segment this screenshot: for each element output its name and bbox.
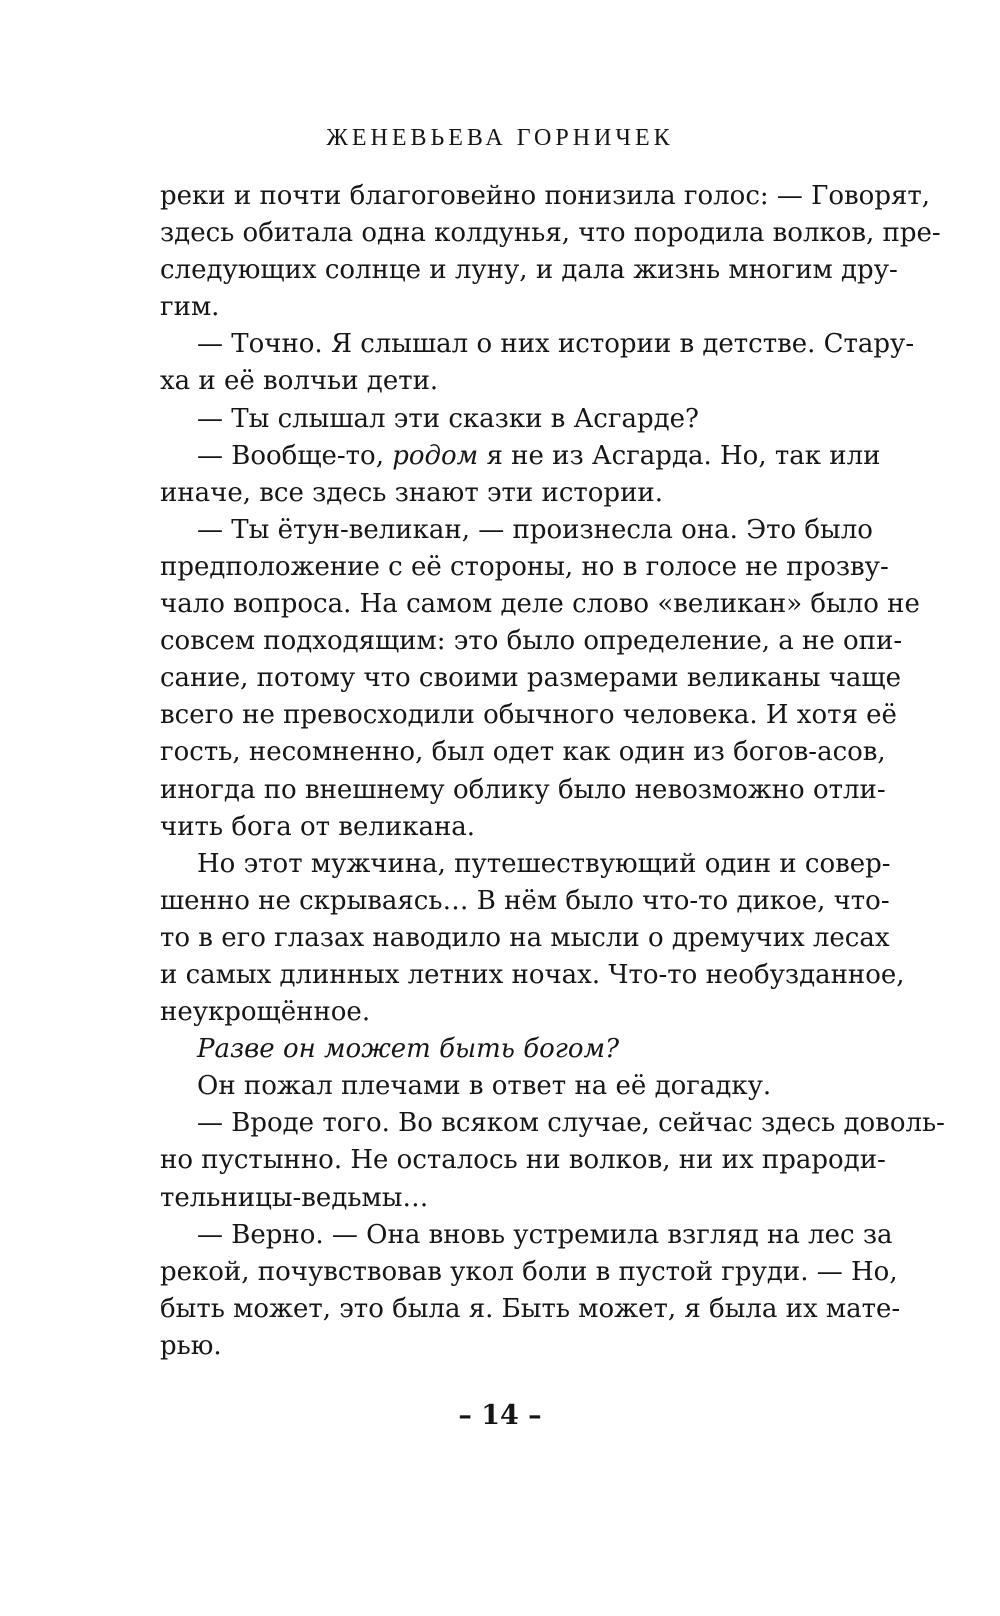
text-line: — Вроде того. Во всяком случае, сейчас здесь доволь- [197,1108,945,1139]
text-line: Разве он может быть богом? [197,1034,620,1065]
running-header: ЖЕНЕВЬЕВА ГОРНИЧЕК [326,125,674,151]
text-line: рью. [160,1330,222,1361]
text-line: тельницы-ведьмы… [160,1182,429,1213]
text-line: то в его глазах наводило на мысли о дремучих лесах [160,922,890,953]
text-line: гим. [160,292,220,323]
text-line: неукрощённое. [160,997,371,1028]
text-line: — Верно. — Она вновь устремила взгляд на лес за [197,1219,893,1250]
text-line: — Точно. Я слышал о них истории в детстве. Стару- [197,329,915,360]
text-line: — Ты слышал эти сказки в Асгарде? [197,403,699,434]
text-line: всего не превосходили обычного человека. И хотя её [160,700,897,731]
text-fragment: я не из Асгарда. Но, так или [478,440,881,471]
text-line: следующих солнце и луну, и дала жизнь многим дру- [160,255,898,286]
text-line: иногда по внешнему облику было невозможно отли- [160,774,886,805]
text-fragment: — Вообще-то, [197,440,393,471]
text-line: но пустынно. Не осталось ни волков, ни их прароди- [160,1145,886,1176]
text-line: рекой, почувствовав укол боли в пустой груди. — Но, [160,1256,898,1287]
text-line: сание, потому что своими размерами великаны чаще [160,663,901,694]
text-line: гость, несомненно, был одет как один из богов-асов, [160,737,886,768]
text-line: Он пожал плечами в ответ на её догадку. [197,1071,772,1102]
text-line: — Ты ётун-великан, — произнесла она. Это было [197,514,873,545]
text-line: ха и её волчьи дети. [160,366,439,397]
text-line: быть может, это была я. Быть может, я была их мате- [160,1293,901,1324]
text-line: реки и почти благоговейно понизила голос: — Говорят, [160,181,931,211]
text-line: здесь обитала одна колдунья, что породила волков, пре- [160,218,941,249]
text-line: чало вопроса. На самом деле слово «великан» было не [160,589,920,620]
body-text [160,178,945,1365]
text-line: чить бога от великана. [160,811,476,842]
italic-word: родом [392,440,479,471]
text-line [160,438,881,475]
text-line: предположение с её стороны, но в голосе не прозву- [160,551,889,582]
text-line: и самых длинных летних ночах. Что-то необузданное, [160,959,905,990]
text-line: шенно не скрываясь… В нём было что-то дикое, что- [160,885,890,916]
page-number: – 14 – [458,1400,542,1431]
text-line: совсем подходящим: это было определение, а не опи- [160,626,903,657]
text-line: иначе, все здесь знают эти истории. [160,477,664,508]
text-line: Но этот мужчина, путешествующий один и совер- [197,848,891,879]
